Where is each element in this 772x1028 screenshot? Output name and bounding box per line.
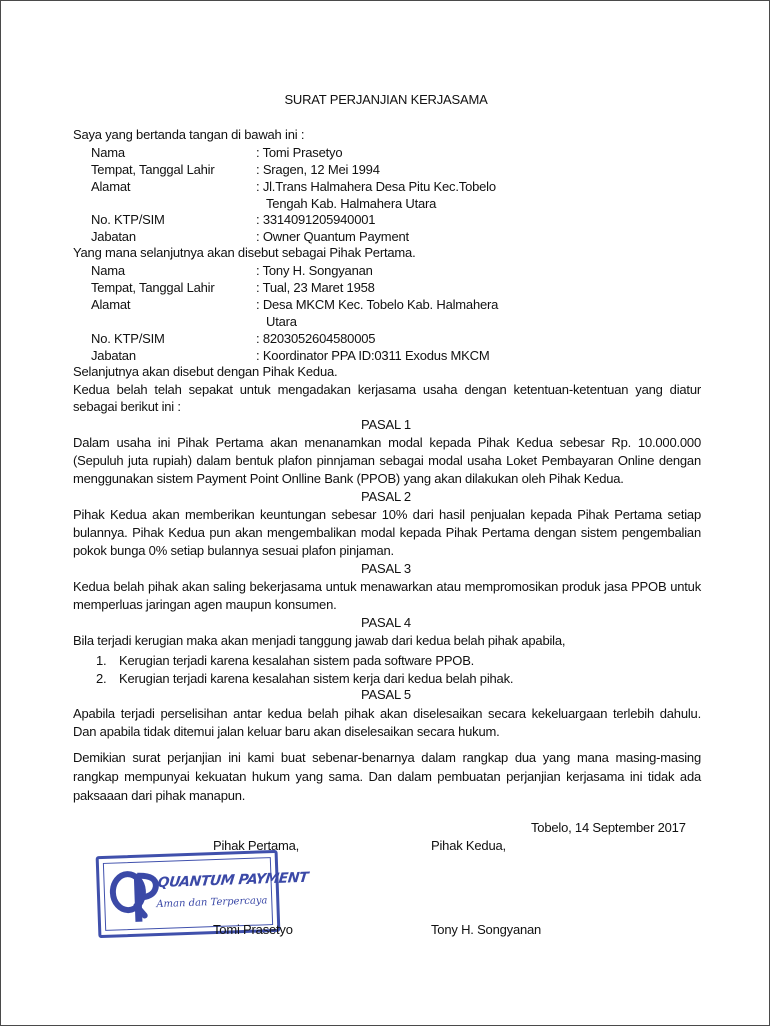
closing-line-2: rangkap mempunyai kekuatan hukum yang sama. Dan dalam pembuatan perjanjian kerjasama ini tidak ada bbox=[73, 769, 701, 784]
party2-ktp-value: : 8203052604580005 bbox=[256, 331, 376, 346]
party1-address-value-1: : Jl.Trans Halmahera Desa Pitu Kec.Tobelo bbox=[256, 179, 496, 194]
pasal-1-line-2: (Sepuluh juta rupiah) dalam bentuk plafon pinnjaman sebagai modal usaha Loket Pembayaran Online dengan bbox=[73, 453, 701, 468]
party1-ktp-value: : 3314091205940001 bbox=[256, 212, 376, 227]
agreement-intro-line-1: Kedua belah telah sepakat untuk mengadakan kerjasama usaha dengan ketentuan-ketentuan yang diatur bbox=[73, 382, 701, 397]
party2-birth-value: : Tual, 23 Maret 1958 bbox=[256, 280, 375, 295]
party1-address-value-2: Tengah Kab. Halmahera Utara bbox=[266, 196, 437, 211]
pasal-3-line-2: memperluas jaringan agen maupun konsumen. bbox=[73, 597, 337, 612]
first-party-signature-label: Pihak Pertama, bbox=[213, 838, 300, 853]
party1-address-label: Alamat bbox=[91, 179, 131, 194]
closing-line-1: Demikian surat perjanjian ini kami buat sebenar-benarnya dalam rangkap dua yang mana masing-masing bbox=[73, 750, 701, 765]
pasal-2-line-3: pokok bunga 0% setiap bulannya sesuai plafon pinjaman. bbox=[73, 543, 394, 558]
pasal-2-line-2: bulannya. Pihak Kedua pun akan mengembalikan modal kepada Pihak Pertama dengan sistem pengembalian bbox=[73, 525, 701, 540]
party2-job-label: Jabatan bbox=[91, 348, 136, 363]
party2-address-value-1: : Desa MKCM Kec. Tobelo Kab. Halmahera bbox=[256, 297, 499, 312]
pasal-5-heading: PASAL 5 bbox=[361, 687, 411, 702]
closing-line-3: paksaaan dari pihak manapun. bbox=[73, 788, 246, 803]
second-party-name: Tony H. Songyanan bbox=[431, 922, 542, 937]
pasal-5-line-1: Apabila terjadi perselisihan antar kedua belah pihak akan diselesaikan secara kekeluargaan terlebih dahulu. bbox=[73, 706, 701, 721]
agreement-intro-line-2: sebagai berikut ini : bbox=[73, 399, 181, 414]
pasal-4-item-1-number: 1. bbox=[96, 653, 107, 668]
pasal-4-heading: PASAL 4 bbox=[361, 615, 411, 630]
party1-birth-value: : Sragen, 12 Mei 1994 bbox=[256, 162, 380, 177]
pasal-4-line-1: Bila terjadi kerugian maka akan menjadi tanggung jawab dari kedua belah pihak apabila, bbox=[73, 633, 566, 648]
first-party-name: Tomi Prasetyo bbox=[213, 922, 293, 937]
second-party-signature-label: Pihak Kedua, bbox=[431, 838, 506, 853]
pasal-3-heading: PASAL 3 bbox=[361, 561, 411, 576]
party1-job-label: Jabatan bbox=[91, 229, 136, 244]
party2-birth-label: Tempat, Tanggal Lahir bbox=[91, 280, 215, 295]
stamp-tagline: Aman dan Terpercaya bbox=[156, 895, 268, 911]
party1-designation: Yang mana selanjutnya akan disebut sebagai Pihak Pertama. bbox=[73, 245, 416, 260]
party1-ktp-label: No. KTP/SIM bbox=[91, 212, 165, 227]
pasal-2-line-1: Pihak Kedua akan memberikan keuntungan sebesar 10% dari hasil penjualan kepada Pihak Pertama setiap bbox=[73, 507, 701, 522]
pasal-4-item-1: Kerugian terjadi karena kesalahan sistem pada software PPOB. bbox=[119, 653, 475, 668]
pasal-1-heading: PASAL 1 bbox=[361, 417, 411, 432]
party2-ktp-label: No. KTP/SIM bbox=[91, 331, 165, 346]
pasal-1-line-3: menggunakan sistem Payment Point Onlline Bank (PPOB) yang akan dilakukan oleh Pihak Kedua. bbox=[73, 471, 624, 486]
document-title: SURAT PERJANJIAN KERJASAMA bbox=[284, 92, 488, 107]
party2-designation: Selanjutnya akan disebut dengan Pihak Kedua. bbox=[73, 364, 338, 379]
party2-job-value: : Koordinator PPA ID:0311 Exodus MKCM bbox=[256, 348, 490, 363]
party2-address-value-2: Utara bbox=[266, 314, 297, 329]
party1-name-label: Nama bbox=[91, 145, 125, 160]
stamp-brand: QUANTUM PAYMENT bbox=[156, 869, 309, 892]
qp-logo-icon bbox=[107, 865, 161, 929]
party2-address-label: Alamat bbox=[91, 297, 131, 312]
party1-name-value: : Tomi Prasetyo bbox=[256, 145, 343, 160]
intro-text: Saya yang bertanda tangan di bawah ini : bbox=[73, 127, 305, 142]
place-date: Tobelo, 14 September 2017 bbox=[531, 820, 686, 835]
pasal-4-item-2: Kerugian terjadi karena kesalahan sistem kerja dari kedua belah pihak. bbox=[119, 671, 514, 686]
party2-name-label: Nama bbox=[91, 263, 125, 278]
party1-job-value: : Owner Quantum Payment bbox=[256, 229, 409, 244]
pasal-4-item-2-number: 2. bbox=[96, 671, 107, 686]
pasal-3-line-1: Kedua belah pihak akan saling bekerjasama untuk menawarkan atau mempromosikan produk jasa PPOB untuk bbox=[73, 579, 701, 594]
pasal-2-heading: PASAL 2 bbox=[361, 489, 411, 504]
party1-birth-label: Tempat, Tanggal Lahir bbox=[91, 162, 215, 177]
pasal-5-line-2: Dan apabila tidak ditemui jalan keluar baru akan diselesaikan secara hukum. bbox=[73, 724, 500, 739]
party2-name-value: : Tony H. Songyanan bbox=[256, 263, 373, 278]
pasal-1-line-1: Dalam usaha ini Pihak Pertama akan menanamkan modal kepada Pihak Kedua sebesar Rp. 10.000.000 bbox=[73, 435, 701, 450]
